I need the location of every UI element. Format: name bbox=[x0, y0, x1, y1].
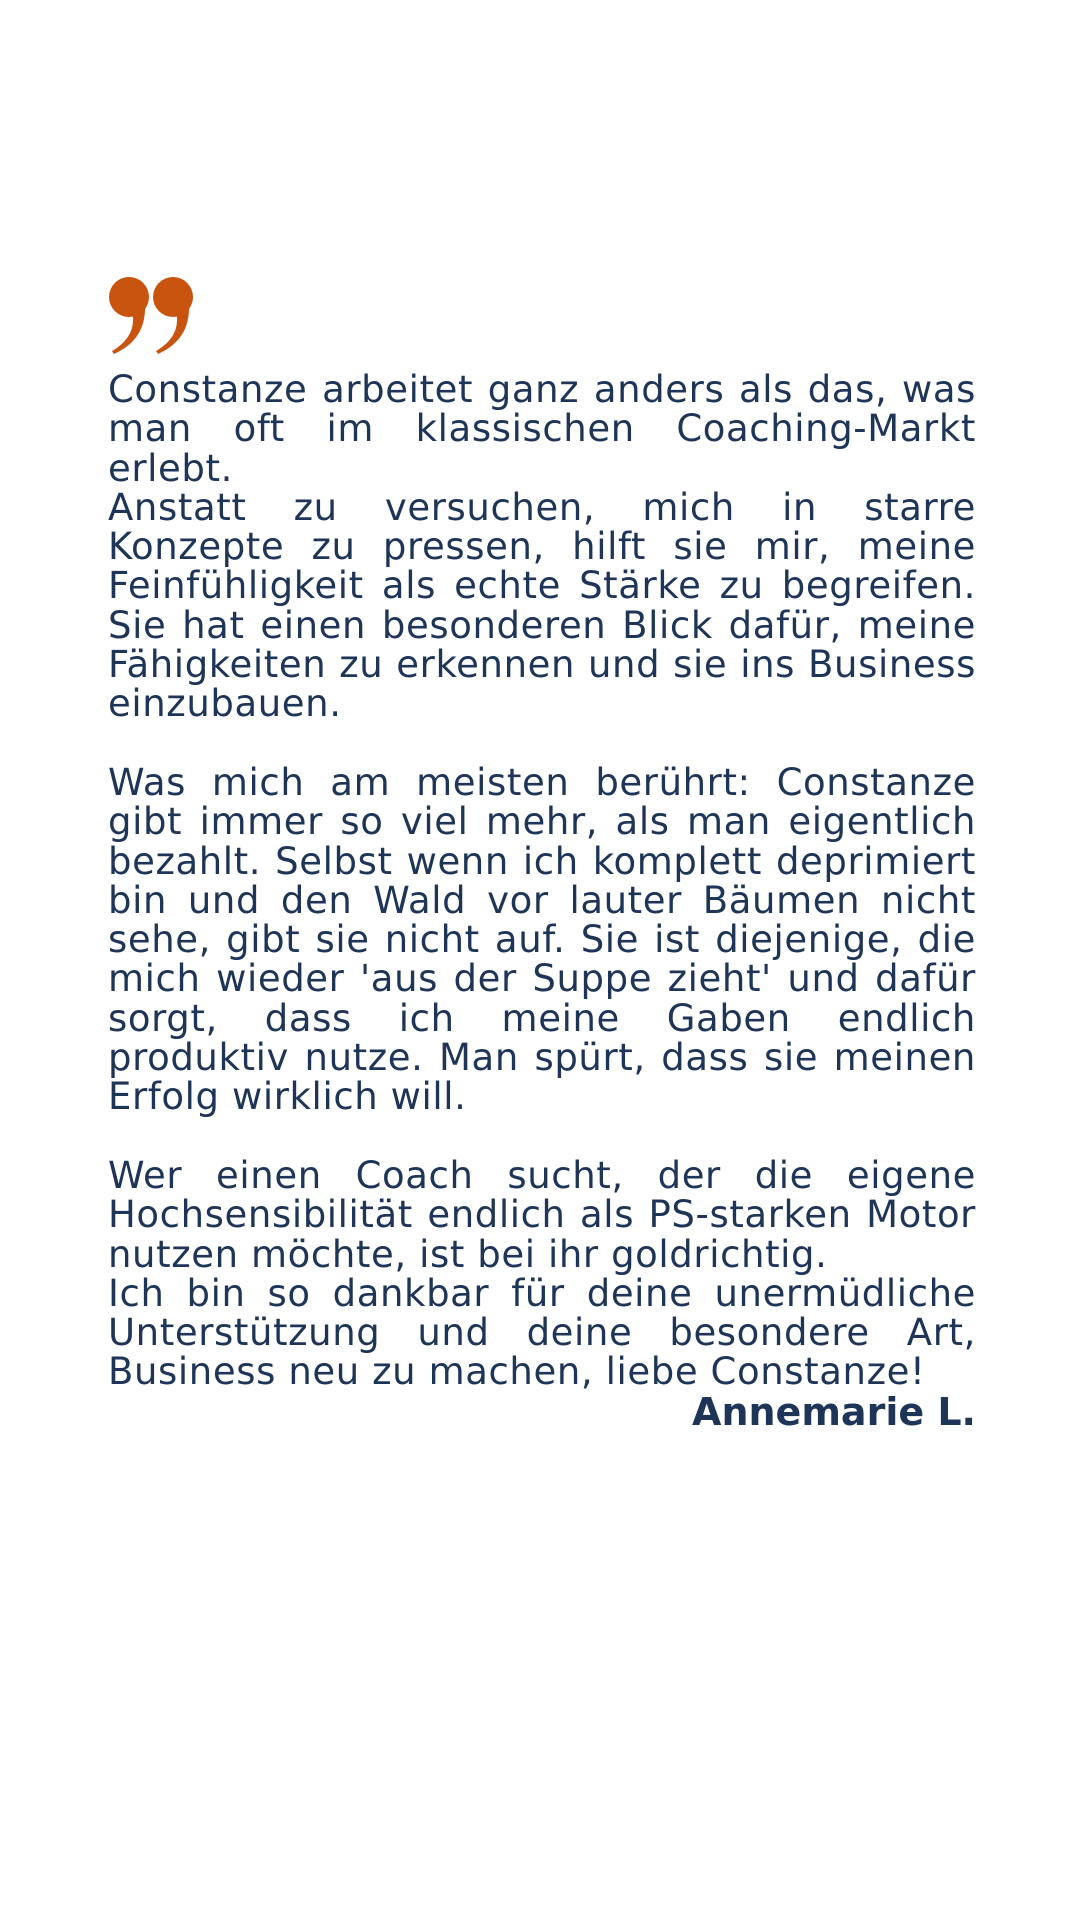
testimonial-author: Annemarie L. bbox=[692, 1390, 976, 1434]
testimonial-paragraph: Wer einen Coach sucht, der die eigene Hochsensibilität endlich als PS-starken Motor nutzen möchte, ist bei ihr goldrichtig. bbox=[108, 1153, 976, 1276]
testimonial-paragraph: Anstatt zu versuchen, mich in starre Konzepte zu pressen, hilft sie mir, meine Feinfühligkeit als echte Stärke zu begreifen. Sie hat einen besonderen Blick dafür, meine Fähigkeiten zu erkennen und sie ins Business einzubauen. bbox=[108, 485, 976, 726]
testimonial-paragraph: Constanze arbeitet ganz anders als das, was man oft im klassischen Coaching-Markt erlebt. bbox=[108, 368, 976, 490]
testimonial-paragraph: Was mich am meisten berührt: Constanze gibt immer so viel mehr, als man eigentlich bezahlt. Selbst wenn ich komplett deprimiert bin und den Wald vor lauter Bäumen nicht sehe, gibt sie nicht auf. Sie ist diejenige, die mich wieder 'aus der Suppe zieht' und dafür sorgt, dass ich meine Gaben endlich produktiv nutze. Man spürt, dass sie meinen Erfolg wirklich will. bbox=[108, 760, 976, 1119]
closing-quote-icon bbox=[108, 276, 198, 354]
paragraph-spacer bbox=[108, 724, 976, 763]
paragraph-spacer bbox=[108, 1117, 976, 1156]
testimonial-text bbox=[108, 370, 976, 1392]
testimonial-paragraph: Ich bin so dankbar für deine unermüdliche Unterstützung und deine besondere Art, Business neu zu machen, liebe Constanze! bbox=[108, 1271, 976, 1394]
